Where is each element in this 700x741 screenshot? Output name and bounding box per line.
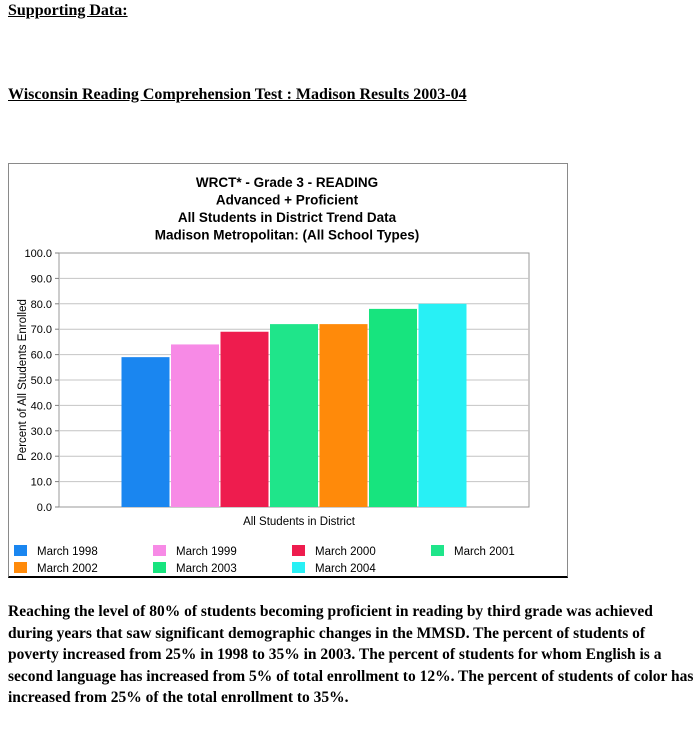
section-heading: Wisconsin Reading Comprehension Test : Madison Results 2003-04 (8, 86, 467, 103)
chart-title-line: WRCT* - Grade 3 - READING (195, 175, 379, 190)
y-tick-label: 10.0 (30, 476, 52, 489)
chart-title-line: Madison Metropolitan: (All School Types) (154, 227, 420, 243)
legend-swatch (431, 545, 444, 556)
legend-label: March 1998 (37, 546, 98, 558)
bar-march-2004 (419, 304, 467, 507)
bar-march-2002 (320, 324, 368, 507)
legend-swatch (14, 562, 27, 573)
legend-swatch (153, 545, 166, 556)
y-tick-label: 90.0 (30, 273, 52, 286)
legend-label: March 2003 (176, 563, 237, 575)
legend-swatch (153, 562, 166, 573)
bar-chart (9, 164, 567, 576)
supporting-data-heading: Supporting Data: (8, 2, 128, 19)
y-tick-label: 40.0 (30, 400, 52, 413)
bar-march-2000 (221, 332, 269, 507)
y-tick-label: 30.0 (30, 425, 52, 438)
legend-label: March 2001 (454, 546, 515, 558)
bar-march-1998 (122, 357, 170, 507)
legend-swatch (14, 545, 27, 556)
legend-swatch (292, 545, 305, 556)
bar-march-2003 (369, 309, 417, 507)
y-tick-label: 60.0 (30, 349, 52, 362)
y-axis-label: Percent of All Students Enrolled (17, 299, 29, 461)
y-tick-label: 80.0 (30, 298, 52, 311)
summary-paragraph: Reaching the level of 80% of students becoming proficient in reading by third grade was achieved during years that saw significant demographic changes in the MMSD. The percent of students of poverty increased from 25% in 1998 to 35% in 2003. The percent of students for whom English is a second language has increased from 5% of total enrollment to 12%. The percent of students of color has increased from 25% of the total enrollment to 35%. (8, 603, 694, 706)
bar-march-2001 (270, 324, 318, 507)
bar-march-1999 (171, 344, 219, 507)
chart-frame (8, 163, 568, 578)
legend-label: March 1999 (176, 546, 237, 558)
y-tick-label: 0.0 (36, 502, 52, 514)
y-tick-label: 100.0 (24, 248, 52, 260)
y-tick-label: 20.0 (30, 451, 52, 464)
chart-title-line: Advanced + Proficient (215, 192, 359, 208)
legend-swatch (292, 562, 305, 573)
y-tick-label: 70.0 (30, 324, 52, 337)
y-tick-label: 50.0 (30, 375, 52, 387)
x-axis-label: All Students in District (243, 516, 355, 528)
legend-label: March 2000 (315, 546, 376, 558)
chart-title-line: All Students in District Trend Data (177, 210, 397, 225)
legend-label: March 2004 (315, 563, 376, 575)
legend-label: March 2002 (37, 563, 98, 575)
